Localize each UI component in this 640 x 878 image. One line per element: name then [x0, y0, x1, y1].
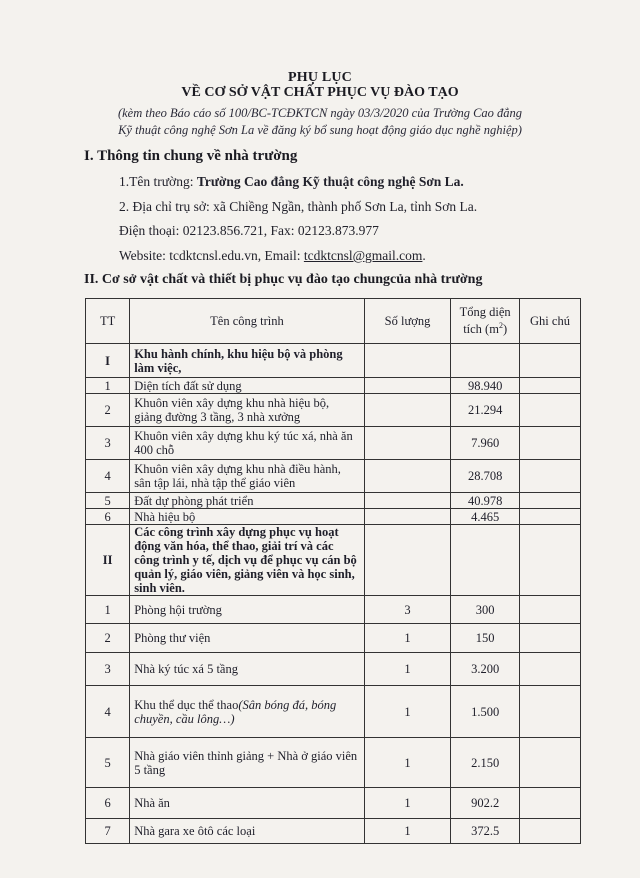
cell-area [451, 344, 520, 378]
cell-qty [364, 460, 451, 493]
table-row [86, 427, 581, 460]
address-line: 2. Địa chỉ trụ sở: xã Chiềng Ngần, thành phố Sơn La, tỉnh Sơn La. [119, 199, 478, 214]
cell-area: 150 [451, 624, 520, 653]
cell-note [520, 686, 581, 738]
cell-qty [364, 493, 451, 509]
cell-note [520, 653, 581, 686]
cell-name: Khuôn viên xây dựng khu ký túc xá, nhà ăn 400 chỗ [130, 427, 365, 460]
cell-note [520, 738, 581, 788]
cell-tt: 5 [86, 738, 130, 788]
cell-area: 372.5 [451, 819, 520, 844]
cell-name: Nhà hiệu bộ [130, 509, 365, 525]
table-row [86, 378, 581, 394]
page-subtitle: VỀ CƠ SỞ VẬT CHẤT PHỤC VỤ ĐÀO TẠO [181, 85, 459, 100]
school-name-value: Trường Cao đẳng Kỹ thuật công nghệ Sơn La. [196, 174, 464, 189]
cell-qty [364, 525, 451, 596]
cell-name: Nhà giáo viên thỉnh giảng + Nhà ở giáo viên 5 tầng [130, 738, 365, 788]
cell-qty [364, 509, 451, 525]
cell-tt: 6 [86, 509, 130, 525]
cell-name: Nhà gara xe ôtô các loại [130, 819, 365, 844]
cell-qty: 1 [364, 738, 451, 788]
website-suffix: . [422, 248, 426, 263]
cell-qty: 1 [364, 624, 451, 653]
cell-name-italic: (Sân bóng đá, bóng chuyền, cầu lông…) [134, 697, 337, 726]
cell-name: Diện tích đất sử dụng [130, 378, 365, 394]
cell-tt: 4 [86, 460, 130, 493]
cell-note [520, 378, 581, 394]
cell-tt: 5 [86, 493, 130, 509]
table-row [86, 788, 581, 819]
header-qty: Số lượng [364, 299, 451, 344]
cell-tt: 1 [86, 596, 130, 624]
cell-tt: II [86, 525, 130, 596]
cell-area: 3.200 [451, 653, 520, 686]
table-row [86, 686, 581, 738]
cell-note [520, 394, 581, 427]
cell-note [520, 819, 581, 844]
cell-name: Khu hành chính, khu hiệu bộ và phòng làm việc, [130, 344, 365, 378]
cell-name: Nhà ký túc xá 5 tầng [130, 653, 365, 686]
cell-name-text: Khu thể dục thể thao [134, 697, 239, 712]
cell-qty: 1 [364, 819, 451, 844]
table-row [86, 525, 581, 596]
cell-note [520, 344, 581, 378]
cell-qty [364, 378, 451, 394]
cell-tt: 2 [86, 394, 130, 427]
page-title: PHỤ LỤC [287, 70, 352, 85]
table-row [86, 653, 581, 686]
table-row [86, 624, 581, 653]
cell-tt: 3 [86, 653, 130, 686]
cell-tt: 7 [86, 819, 130, 844]
cell-name: Khuôn viên xây dựng khu nhà hiệu bộ, giảng đường 3 tầng, 3 nhà xưởng [130, 394, 365, 427]
cell-name: Phòng hội trường [130, 596, 365, 624]
cell-area: 28.708 [451, 460, 520, 493]
reference-note-line-2: Kỹ thuật công nghệ Sơn La về đăng ký bổ sung hoạt động giáo dục nghề nghiệp) [118, 123, 522, 137]
table-header-row [86, 299, 581, 344]
cell-tt: 1 [86, 378, 130, 394]
cell-area: 7.960 [451, 427, 520, 460]
table-row [86, 394, 581, 427]
cell-qty: 1 [364, 653, 451, 686]
cell-name: Các công trình xây dựng phục vụ hoạt động văn hóa, thể thao, giải trí và các công trình y tế, dịch vụ để phục vụ cán bộ quản lý, giáo viên, giảng viên và học sinh, sinh viên. [130, 525, 365, 596]
cell-qty [364, 427, 451, 460]
cell-qty: 3 [364, 596, 451, 624]
header-area [451, 299, 520, 344]
cell-tt: 3 [86, 427, 130, 460]
cell-qty [364, 344, 451, 378]
school-name-line [119, 174, 464, 190]
header-area-close: ) [502, 322, 508, 337]
school-name-label: 1.Tên trường: [119, 174, 197, 189]
section-2-heading: II. Cơ sở vật chất và thiết bị phục vụ đào tạo chungcủa nhà trường [84, 272, 483, 287]
header-area-sup: 2 [498, 321, 503, 331]
table-row [86, 509, 581, 525]
cell-note [520, 624, 581, 653]
table-row [86, 738, 581, 788]
cell-area: 40.978 [451, 493, 520, 509]
cell-area [451, 525, 520, 596]
website-label: Website: tcdktcnsl.edu.vn, Email: [119, 248, 304, 263]
cell-name: Đất dự phòng phát triển [130, 493, 365, 509]
header-area-text: Tổng diện tích (m [459, 305, 511, 337]
header-name: Tên công trình [130, 299, 365, 344]
cell-area: 300 [451, 596, 520, 624]
cell-name: Khuôn viên xây dựng khu nhà điều hành, sân tập lái, nhà tập thể giáo viên [130, 460, 365, 493]
cell-qty: 1 [364, 686, 451, 738]
table-row [86, 344, 581, 378]
cell-note [520, 493, 581, 509]
cell-note [520, 460, 581, 493]
cell-note [520, 788, 581, 819]
cell-tt: I [86, 344, 130, 378]
email-link[interactable]: tcdktcnsl@gmail.com [303, 248, 423, 263]
reference-note-line-1: (kèm theo Báo cáo số 100/BC-TCĐKTCN ngày 03/3/2020 của Trường Cao đẳng [117, 106, 523, 120]
cell-area: 902.2 [451, 788, 520, 819]
cell-note [520, 427, 581, 460]
cell-area: 2.150 [451, 738, 520, 788]
table-row [86, 460, 581, 493]
table-row [86, 596, 581, 624]
phone-line: Điện thoại: 02123.856.721, Fax: 02123.873.977 [119, 223, 379, 238]
cell-tt: 6 [86, 788, 130, 819]
cell-name: Phòng thư viện [130, 624, 365, 653]
cell-name [130, 686, 365, 738]
table-row [86, 819, 581, 844]
cell-qty [364, 394, 451, 427]
section-1-heading: I. Thông tin chung về nhà trường [84, 148, 298, 164]
cell-qty: 1 [364, 788, 451, 819]
facilities-table [85, 298, 581, 844]
cell-name: Nhà ăn [130, 788, 365, 819]
header-note: Ghi chú [520, 299, 581, 344]
cell-area: 21.294 [451, 394, 520, 427]
cell-tt: 2 [86, 624, 130, 653]
header-tt: TT [86, 299, 130, 344]
cell-note [520, 525, 581, 596]
cell-area: 98.940 [451, 378, 520, 394]
website-email-line [119, 248, 426, 264]
cell-note [520, 509, 581, 525]
cell-note [520, 596, 581, 624]
cell-area: 1.500 [451, 686, 520, 738]
table-row [86, 493, 581, 509]
cell-tt: 4 [86, 686, 130, 738]
cell-area: 4.465 [451, 509, 520, 525]
